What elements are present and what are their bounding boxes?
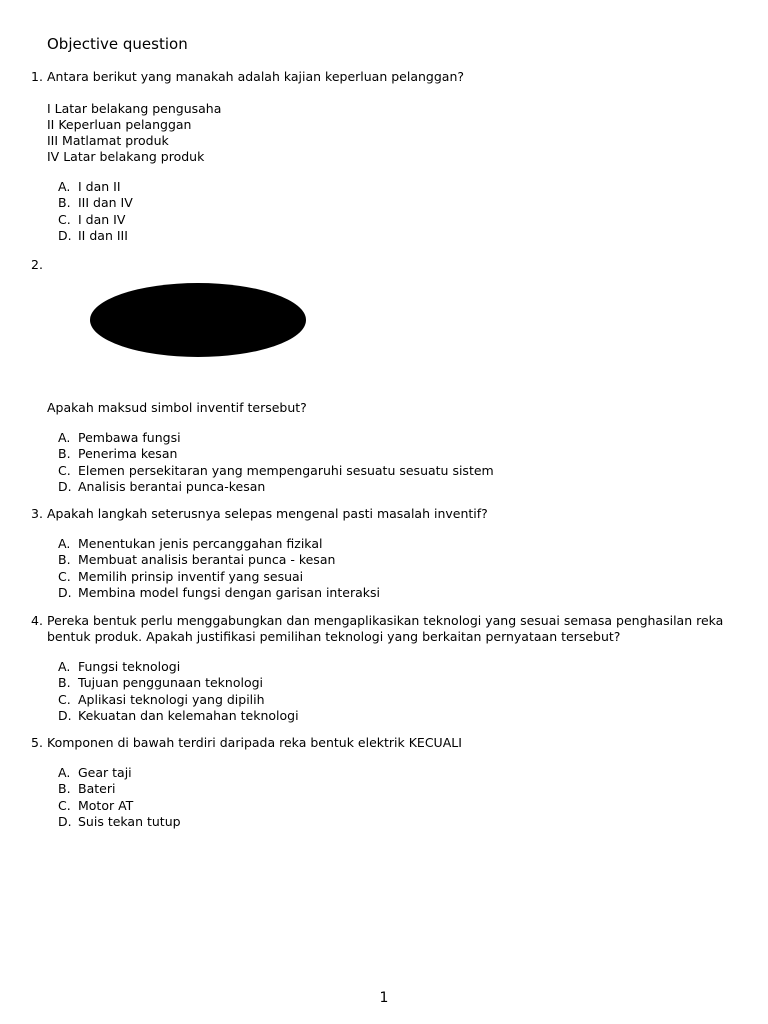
question-text: Apakah langkah seterusnya selepas mengenal pasti masalah inventif? [47, 506, 488, 521]
option-c [58, 692, 731, 708]
question-2-stem [31, 400, 731, 416]
option-list [58, 536, 731, 601]
statement: I Latar belakang pengusaha [47, 101, 222, 116]
option-b [58, 195, 731, 211]
option-text: III dan IV [78, 195, 133, 211]
option-b [58, 675, 731, 691]
option-a [58, 430, 731, 446]
question-number: 2. [31, 257, 43, 272]
question-4-stem [31, 613, 731, 629]
option-letter: C. [58, 691, 71, 707]
option-d [58, 708, 731, 724]
option-d [58, 228, 731, 244]
option-letter: D. [58, 707, 72, 723]
option-letter: B. [58, 675, 71, 691]
option-text: Tujuan penggunaan teknologi [78, 675, 264, 691]
option-a [58, 179, 731, 195]
option-letter: C. [58, 568, 71, 584]
question-2 [31, 400, 731, 495]
option-letter: C. [58, 797, 71, 813]
option-text: Penerima kesan [78, 446, 178, 462]
option-c [58, 463, 731, 479]
option-text: Membuat analisis berantai punca - kesan [78, 552, 336, 568]
option-a [58, 659, 731, 675]
option-b [58, 446, 731, 462]
option-a [58, 765, 731, 781]
option-d [58, 814, 731, 830]
inventive-symbol-ellipse [90, 283, 306, 357]
statement-list [47, 101, 731, 165]
option-letter: D. [58, 813, 72, 829]
question-number: 3. [31, 506, 43, 521]
question-text: Komponen di bawah terdiri daripada reka bentuk elektrik KECUALI [47, 735, 462, 750]
option-letter: B. [58, 195, 71, 211]
option-letter: D. [58, 227, 72, 243]
option-d [58, 479, 731, 495]
question-text: Antara berikut yang manakah adalah kajian keperluan pelanggan? [47, 69, 465, 84]
option-letter: A. [58, 659, 71, 674]
option-letter: A. [58, 765, 71, 780]
option-text: Kekuatan dan kelemahan teknologi [78, 707, 299, 723]
option-list [58, 179, 731, 244]
option-letter: A. [58, 179, 71, 194]
question-text: bentuk produk. Apakah justifikasi pemilihan teknologi yang berkaitan pernyataan tersebut? [47, 629, 621, 644]
question-3-stem [31, 506, 731, 522]
option-text: Menentukan jenis percanggahan fizikal [78, 536, 323, 551]
statement: IV Latar belakang produk [47, 149, 205, 164]
question-1-stem [31, 69, 731, 85]
question-5-stem [31, 735, 731, 751]
question-1 [31, 69, 731, 244]
option-text: Motor AT [78, 797, 134, 813]
option-text: Pembawa fungsi [78, 430, 181, 445]
option-text: Fungsi teknologi [78, 659, 181, 674]
option-text: Elemen persekitaran yang mempengaruhi sesuatu sesuatu sistem [78, 462, 494, 478]
question-4-stem-continued [31, 629, 731, 645]
option-text: I dan II [78, 179, 121, 194]
page-number: 1 [379, 990, 389, 1006]
option-c [58, 569, 731, 585]
option-text: Bateri [78, 781, 116, 797]
option-text: Gear taji [78, 765, 132, 780]
question-number: 5. [31, 735, 43, 750]
page-title: Objective question [47, 35, 188, 53]
question-5 [31, 735, 731, 830]
option-c [58, 798, 731, 814]
option-letter: D. [58, 478, 72, 494]
option-list [58, 765, 731, 830]
question-3 [31, 506, 731, 601]
option-letter: B. [58, 552, 71, 568]
option-letter: C. [58, 211, 71, 227]
option-letter: A. [58, 430, 71, 445]
option-list [58, 659, 731, 724]
option-list [58, 430, 731, 495]
option-text: Suis tekan tutup [78, 813, 181, 829]
question-number: 1. [31, 69, 43, 84]
option-text: Memilih prinsip inventif yang sesuai [78, 568, 304, 584]
option-letter: B. [58, 781, 71, 797]
question-text: Apakah maksud simbol inventif tersebut? [47, 400, 307, 415]
statement: III Matlamat produk [47, 133, 169, 148]
option-text: Aplikasi teknologi yang dipilih [78, 691, 265, 707]
option-d [58, 585, 731, 601]
option-b [58, 781, 731, 797]
option-letter: C. [58, 462, 71, 478]
option-letter: B. [58, 446, 71, 462]
question-4 [31, 613, 731, 724]
option-letter: A. [58, 536, 71, 551]
option-text: Membina model fungsi dengan garisan interaksi [78, 584, 380, 600]
option-c [58, 212, 731, 228]
option-text: Analisis berantai punca-kesan [78, 478, 266, 494]
option-text: II dan III [78, 227, 128, 243]
statement: II Keperluan pelanggan [47, 117, 192, 132]
question-text: Pereka bentuk perlu menggabungkan dan mengaplikasikan teknologi yang sesuai semasa penghasilan reka [47, 613, 724, 628]
question-2-number-line [31, 257, 731, 273]
option-b [58, 552, 731, 568]
question-number: 4. [31, 613, 43, 628]
option-a [58, 536, 731, 552]
option-letter: D. [58, 584, 72, 600]
option-text: I dan IV [78, 211, 126, 227]
